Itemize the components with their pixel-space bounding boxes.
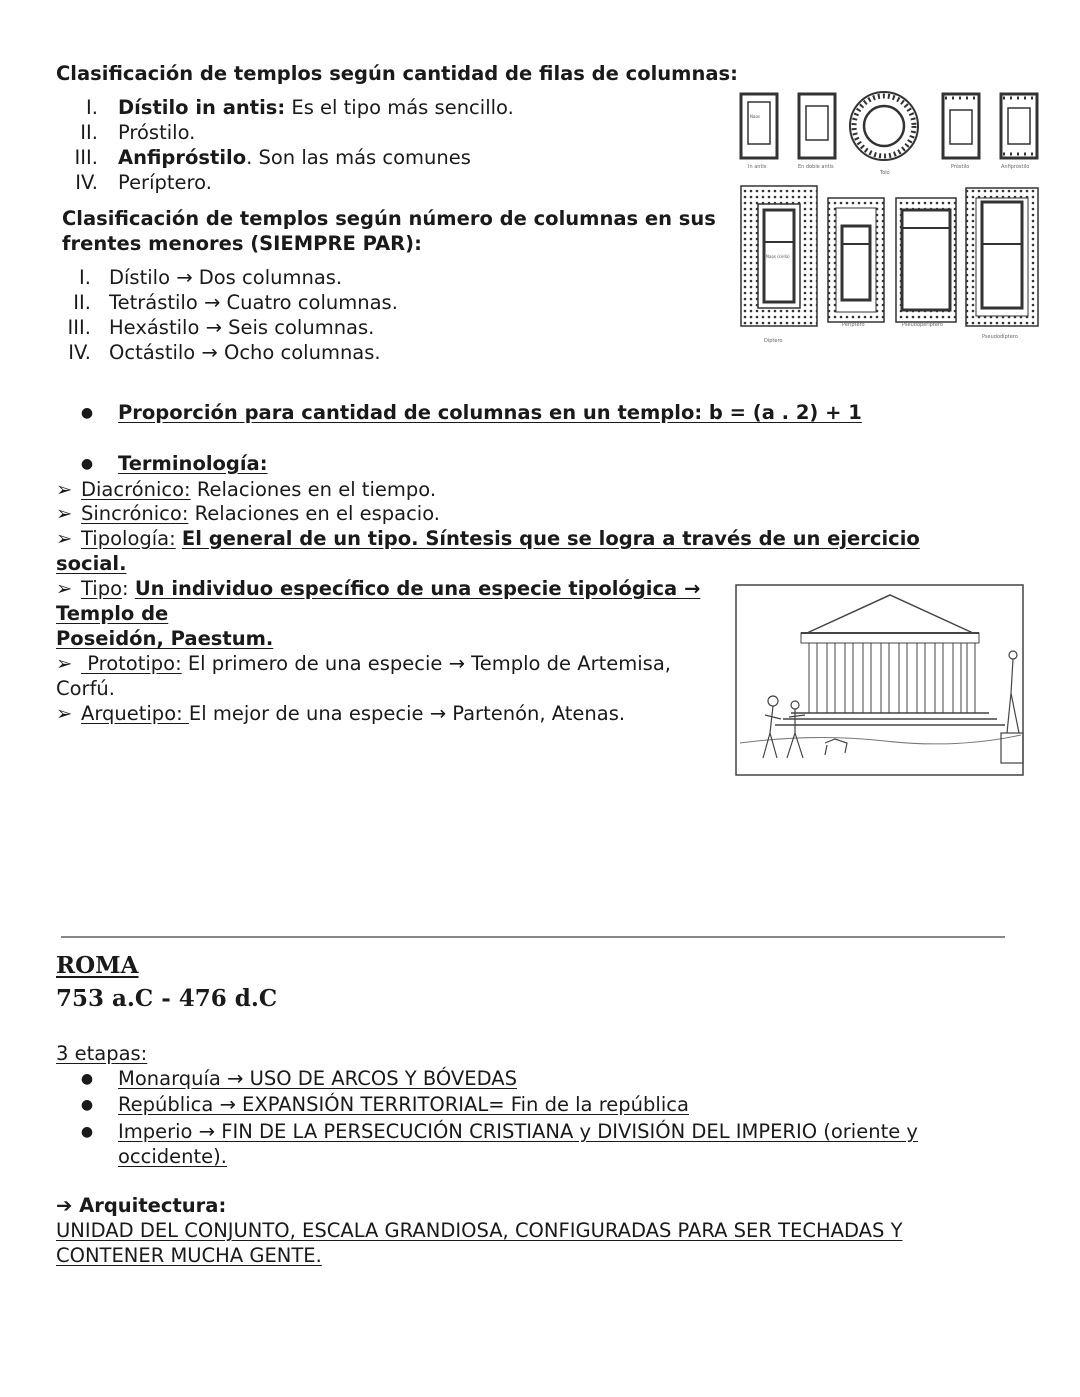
plan-in-antis: [741, 94, 777, 158]
plan-periptero: [828, 198, 884, 322]
list-item: [56, 265, 342, 290]
stage-item: [56, 1066, 517, 1092]
bullet-icon: ●: [80, 1071, 94, 1087]
term-prototipo: [56, 651, 671, 676]
item-text: . Son las más comunes: [246, 146, 471, 169]
temple-plans-figure: [736, 86, 1046, 348]
terminology-heading: Terminología:: [118, 452, 268, 475]
section2-heading-line1: Clasificación de templos según número de columnas en sus: [62, 207, 716, 230]
term-diacronico: [56, 477, 436, 502]
plan-label: Períptero: [842, 322, 865, 328]
list-item: [56, 170, 212, 195]
plan-label: Tolo: [880, 170, 890, 176]
architecture-text-line1: UNIDAD DEL CONJUNTO, ESCALA GRANDIOSA, CONFIGURADAS PARA SER TECHADAS Y: [56, 1219, 903, 1242]
plan-label: Anfipróstilo: [1001, 164, 1030, 170]
plan-label: Próstilo: [951, 164, 970, 170]
list-item: [56, 120, 195, 145]
term-definition: Relaciones en el tiempo.: [190, 478, 437, 501]
list-number: III.: [67, 316, 91, 339]
roma-title: ROMA: [56, 952, 139, 979]
section-divider: [61, 936, 1005, 938]
plan-pseudoperiptero: [896, 198, 956, 322]
list-number: III.: [74, 146, 98, 169]
arrow-bullet-icon: ➢: [56, 577, 73, 600]
term-definition-cont: Poseidón, Paestum.: [56, 627, 274, 650]
list-number: II.: [73, 291, 91, 314]
arrow-bullet-icon: ➢: [56, 502, 73, 525]
list-item: [56, 95, 514, 120]
list-number: I.: [86, 96, 98, 119]
plan-anfiprostilo: [1001, 94, 1037, 158]
list-number: IV.: [75, 171, 98, 194]
item-text: Dístilo → Dos columnas.: [109, 266, 343, 289]
item-text: Hexástilo → Seis columnas.: [109, 316, 375, 339]
arrow-bullet-icon: ➢: [56, 652, 73, 675]
term-label: Arquetipo:: [81, 702, 189, 725]
bullet-icon: ●: [80, 456, 94, 472]
plan-label: Díptero: [764, 338, 783, 344]
term-label: Diacrónico:: [81, 478, 191, 501]
term-definition: El mejor de una especie → Partenón, Atenas.: [188, 702, 626, 725]
item-text: Próstilo.: [118, 121, 196, 144]
item-text: Octástilo → Ocho columnas.: [109, 341, 381, 364]
term-definition-cont: Templo de: [56, 602, 169, 625]
list-number: IV.: [68, 341, 91, 364]
proportion-item: [56, 400, 862, 426]
plan-label: Pseudodíptero: [982, 334, 1018, 340]
architecture-heading: ➔ Arquitectura:: [56, 1194, 227, 1217]
term-definition: El primero de una especie → Templo de Artemisa,: [181, 652, 671, 675]
bullet-icon: ●: [80, 1097, 94, 1113]
arrow-bullet-icon: ➢: [56, 702, 73, 725]
term-sincronico: [56, 501, 440, 526]
item-text: Es el tipo más sencillo.: [285, 96, 514, 119]
proportion-text: Proporción para cantidad de columnas en un templo: b = (a . 2) + 1: [118, 401, 862, 424]
stage-text: Imperio → FIN DE LA PERSECUCIÓN CRISTIANA y DIVISIÓN DEL IMPERIO (oriente y: [118, 1120, 918, 1143]
term-arquetipo: [56, 701, 625, 726]
stage-text: Monarquía → USO DE ARCOS Y BÓVEDAS: [118, 1067, 517, 1090]
list-item: [56, 315, 374, 340]
roma-dates: 753 a.C - 476 d.C: [56, 985, 278, 1012]
stage-text: República → EXPANSIÓN TERRITORIAL= Fin de la república: [118, 1093, 689, 1116]
arrow-bullet-icon: ➢: [56, 527, 73, 550]
list-number: I.: [79, 266, 91, 289]
term-tipo: ➢ Tipo: Un individuo específico de una especie tipológica →: [56, 577, 701, 600]
term-definition-cont: Corfú.: [56, 677, 115, 700]
term-definition-cont: social.: [56, 552, 127, 575]
term-bold: Dístilo in antis:: [118, 96, 286, 119]
list-item: [56, 340, 381, 365]
stages-label: 3 etapas:: [56, 1042, 148, 1065]
bullet-icon: ●: [80, 405, 94, 421]
term-tipologia: [56, 526, 920, 551]
term-label: Sincrónico:: [81, 502, 189, 525]
temple-illustration: [735, 583, 1027, 795]
plan-label: En doble antis: [798, 164, 834, 170]
section1-heading: Clasificación de templos según cantidad de filas de columnas:: [56, 62, 738, 85]
plan-label: Pseudoperíptero: [902, 322, 943, 328]
section2-heading-line2: frentes menores (SIEMPRE PAR):: [62, 232, 422, 255]
terminology-heading-item: [56, 451, 268, 477]
term-label: Tipología:: [81, 527, 176, 550]
room-label: Naos (cella): [766, 254, 790, 259]
architecture-text-line2: CONTENER MUCHA GENTE.: [56, 1244, 322, 1267]
bullet-icon: ●: [80, 1124, 94, 1140]
term-label: Prototipo:: [81, 652, 182, 675]
plan-prostilo: [943, 94, 979, 158]
item-text: Tetrástilo → Cuatro columnas.: [109, 291, 398, 314]
term-bold: Anfipróstilo: [118, 146, 247, 169]
list-number: II.: [80, 121, 98, 144]
item-text: Períptero.: [118, 171, 212, 194]
term-definition: El general de un tipo. Síntesis que se logra a través de un ejercicio: [181, 527, 920, 550]
stage-text-cont: occidente).: [118, 1145, 227, 1168]
stage-item: [56, 1119, 918, 1145]
plan-tholos: [850, 92, 918, 160]
plan-pseudodiptero: [966, 188, 1038, 326]
stage-item: [56, 1092, 689, 1118]
svg-text:Naos: Naos: [750, 114, 760, 119]
term-label: Tipo: [81, 577, 123, 600]
term-definition: Un individuo específico de una especie tipológica →: [134, 577, 701, 600]
arrow-bullet-icon: ➢: [56, 478, 73, 501]
plan-double-antis: [799, 94, 835, 158]
list-item: [56, 145, 471, 170]
plan-label: In antis: [748, 164, 767, 170]
list-item: [56, 290, 398, 315]
term-definition: Relaciones en el espacio.: [188, 502, 441, 525]
